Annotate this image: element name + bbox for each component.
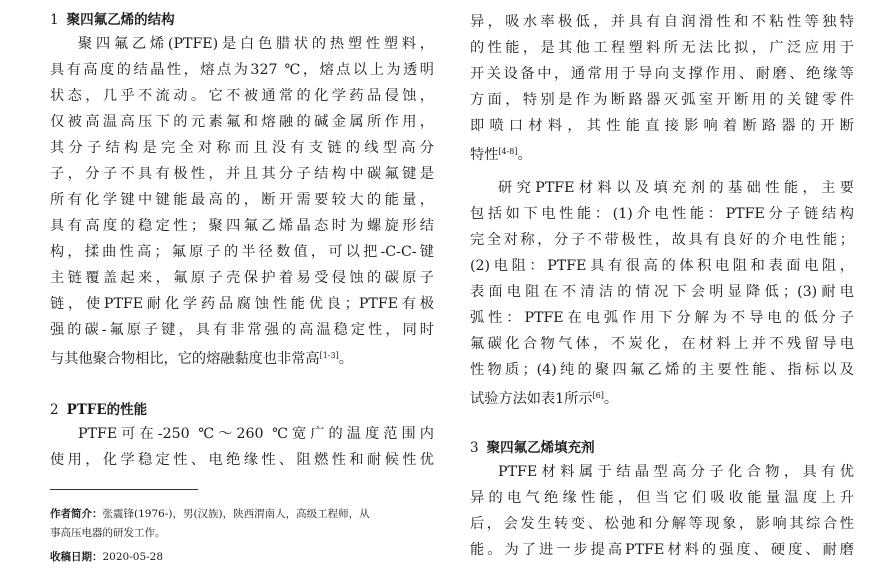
paragraph-line: 状态，几乎不流动。它不被通常的化学药品侵蚀，	[50, 88, 434, 104]
citation-ref: [1-3]	[319, 351, 339, 360]
paragraph-line: 能。为了进一步提高PTFE材料的强度、硬度、耐磨	[470, 542, 854, 558]
section-1-number: 1	[50, 12, 59, 28]
paragraph-text: 特性	[470, 147, 499, 162]
section-3-number: 3	[470, 440, 479, 456]
paragraph-line: 方面，特别是作为断路器灭弧室开断用的关键零件	[470, 92, 854, 108]
paragraph-line: 主链覆盖起来，氟原子壳保护着易受侵蚀的碳原子	[50, 270, 434, 286]
section-3-title: 聚四氟乙烯填充剂	[486, 440, 595, 456]
footnote-author-label: 作者简介：	[50, 508, 103, 520]
paragraph-line: 子，分子不具有极性，并且其分子结构中碳氟键是	[50, 166, 434, 182]
paragraph-text: 试验方法如表1所示	[470, 391, 593, 406]
paragraph-line: 仅被高温高压下的元素氟和熔融的碱金属所作用，	[50, 114, 434, 130]
citation-ref: [6]	[592, 391, 604, 400]
footnote-author-line	[50, 506, 370, 522]
paragraph-line: 构，揉曲性高；氟原子的半径数值，可以把-C-C-键	[50, 244, 434, 260]
citation-ref: [4-8]	[498, 147, 518, 156]
footnote-received-label: 收稿日期：	[50, 551, 103, 563]
section-2-heading	[50, 398, 147, 418]
paragraph-line: 研究PTFE材料以及填充剂的基础性能，主要	[498, 180, 854, 196]
paragraph-line: 弧性：PTFE在电弧作用下分解为不导电的低分子	[470, 310, 854, 326]
paragraph-line: 开关设备中，通常用于导向支撑作用、耐磨、绝缘等	[470, 66, 854, 82]
paragraph-line: 具有高度的稳定性；聚四氟乙烯晶态时为螺旋形结	[50, 218, 434, 234]
paragraph-line: PTFE可在-250 ℃～260 ℃宽广的温度范围内	[78, 426, 434, 442]
paragraph-last-line	[50, 346, 434, 366]
paragraph-text: 与其他聚合物相比，它的熔融黏度也非常高	[50, 351, 320, 366]
paragraph-line: 完全对称，分子不带极性，故具有良好的介电性能；	[470, 232, 854, 248]
section-1-heading	[50, 8, 175, 28]
paragraph-line: PTFE材料属于结晶型高分子化合物，具有优	[498, 464, 854, 480]
paragraph-last-line	[470, 142, 854, 162]
paragraph-last-line	[470, 386, 854, 406]
section-2-number: 2	[50, 402, 59, 418]
paragraph-line: 具有高度的结晶性，熔点为327 ℃，熔点以上为透明	[50, 62, 434, 78]
footnote-divider	[50, 489, 198, 490]
section-2-title: PTFE的性能	[66, 402, 148, 418]
footnote-author-line-2: 事高压电器的研发工作。	[50, 527, 166, 539]
paragraph-line: 后，会发生转变、松弛和分解等现象，影响其综合性	[470, 516, 854, 532]
paragraph-line: 异，吸水率极低，并具有自润滑性和不粘性等独特	[470, 14, 854, 30]
paragraph-line: 强的碳-氟原子键，具有非常强的高温稳定性，同时	[50, 322, 434, 338]
paragraph-text: 。	[338, 351, 353, 366]
paragraph-line: 使用，化学稳定性、电绝缘性、阻燃性和耐候性优	[50, 452, 434, 468]
paragraph-line: 链，使PTFE耐化学药品腐蚀性能优良；PTFE有极	[50, 296, 434, 312]
paragraph-line: (2)电阻：PTFE具有很高的体积电阻和表面电阻，	[470, 258, 854, 274]
paragraph-line: 异的电气绝缘性能，但当它们吸收能量温度上升	[470, 490, 854, 506]
section-3-heading	[470, 436, 595, 456]
paragraph-line: 的性能，是其他工程塑料所无法比拟，广泛应用于	[470, 40, 854, 56]
paragraph-line: 所有化学键中键能最高的，断开需要较大的能量，	[50, 192, 434, 208]
paragraph-line: 性物质；(4)纯的聚四氟乙烯的主要性能、指标以及	[470, 362, 854, 378]
paragraph-line: 其分子结构是完全对称而且没有支链的线型高分	[50, 140, 434, 156]
footnote-received-line	[50, 549, 163, 565]
paragraph-line: 表面电阻在不清洁的情况下会明显降低；(3)耐电	[470, 284, 854, 300]
paragraph-line: 包括如下电性能：(1)介电性能：PTFE分子链结构	[470, 206, 854, 222]
paragraph-line: 即喷口材料，其性能直接影响着断路器的开断	[470, 118, 854, 134]
footnote-received-date: 2020-05-28	[102, 551, 164, 563]
paragraph-text: 。	[517, 147, 532, 162]
paragraph-line: 氟碳化合物气体，不炭化，在材料上并不残留导电	[470, 336, 854, 352]
paragraph-line: 聚四氟乙烯(PTFE)是白色腊状的热塑性塑料，	[78, 36, 434, 52]
section-1-title: 聚四氟乙烯的结构	[66, 12, 175, 28]
footnote-author-text: 张震锋(1976-)，男(汉族)，陕西渭南人，高级工程师，从	[102, 508, 370, 520]
paragraph-text: 。	[603, 391, 619, 406]
